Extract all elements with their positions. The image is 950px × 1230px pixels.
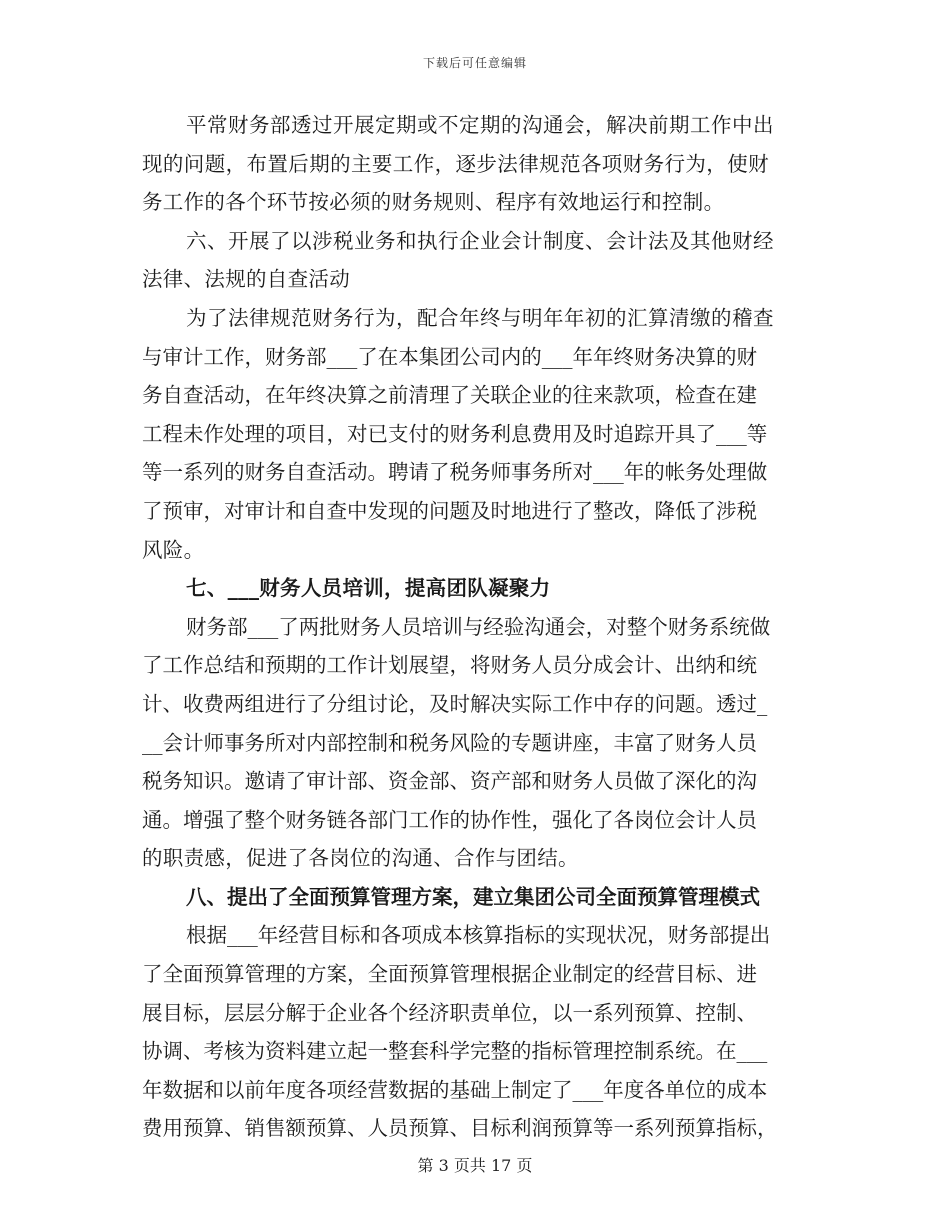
paragraph-line: 财务部___了两批财务人员培训与经验沟通会，对整个财务系统做 xyxy=(186,614,771,639)
paragraph-line: 了工作总结和预期的工作计划展望，将财务人员分成会计、出纳和统 xyxy=(142,653,757,678)
paragraph-line: 费用预算、销售额预算、人员预算、目标利润预算等一系列预算指标， xyxy=(142,1116,778,1141)
document-body xyxy=(142,106,810,1148)
paragraph-line: 了全面预算管理的方案，全面预算管理根据企业制定的经营目标、进 xyxy=(142,962,757,987)
paragraph-line: 等一系列的财务自查活动。聘请了税务师事务所对___年的帐务处理做 xyxy=(142,460,768,485)
paragraph-line: 通。增强了整个财务链各部门工作的协作性，强化了各岗位会计人员 xyxy=(142,807,757,832)
paragraph-line: 平常财务部透过开展定期或不定期的沟通会，解决前期工作中出 xyxy=(186,113,774,137)
paragraph-line: 为了法律规范财务行为，配合年终与明年年初的汇算清缴的稽查 xyxy=(186,305,774,330)
section-heading-line: 八、提出了全面预算管理方案，建立集团公司全面预算管理模式 xyxy=(186,884,760,909)
paragraph-line: 根据___年经营目标和各项成本核算指标的实现状况，财务部提出 xyxy=(186,923,771,948)
paragraph-line: 协调、考核为资料建立起一整套科学完整的指标管理控制系统。在___ xyxy=(142,1039,768,1064)
paragraph-line: 务工作的各个环节按必须的财务规则、程序有效地运行和控制。 xyxy=(142,190,725,215)
paragraph-line: 展目标，层层分解于企业各个经济职责单位，以一系列预算、控制、 xyxy=(142,1000,757,1025)
paragraph-line: 现的问题，布置后期的主要工作，逐步法律规范各项财务行为，使财 xyxy=(142,151,769,176)
paragraph-line: 税务知识。邀请了审计部、资金部、资产部和财务人员做了深化的沟 xyxy=(142,769,757,794)
section-heading-line: 七、___财务人员培训，提高团队凝聚力 xyxy=(186,576,551,601)
paragraph-line: 与审计工作，财务部___了在本集团公司内的___年年终财务决算的财 xyxy=(142,344,757,369)
page-number: 第 3 页共 17 页 xyxy=(417,1156,533,1175)
paragraph-line: 了预审，对审计和自查中发现的问题及时地进行了整改，降低了涉税 xyxy=(142,498,757,523)
paragraph-line: 年数据和以前年度各项经营数据的基础上制定了___年度各单位的成本 xyxy=(142,1077,768,1102)
paragraph-line: __会计师事务所对内部控制和税务风险的专题讲座，丰富了财务人员 xyxy=(142,730,757,755)
paragraph-line: 六、开展了以涉税业务和执行企业会计制度、会计法及其他财经 xyxy=(186,228,774,253)
paragraph-line: 的职责感，促进了各岗位的沟通、合作与团结。 xyxy=(142,846,579,871)
paragraph-line: 风险。 xyxy=(142,537,205,562)
paragraph-line: 计、收费两组进行了分组讨论，及时解决实际工作中存的问题。透过_ xyxy=(142,691,768,716)
paragraph-line: 法律、法规的自查活动 xyxy=(142,267,350,292)
paragraph-line: 务自查活动，在年终决算之前清理了关联企业的往来款项，检查在建 xyxy=(142,383,757,408)
header-note: 下载后可任意编辑 xyxy=(422,56,527,70)
paragraph-line: 工程未作处理的项目，对已支付的财务利息费用及时追踪开具了___等 xyxy=(142,421,768,446)
